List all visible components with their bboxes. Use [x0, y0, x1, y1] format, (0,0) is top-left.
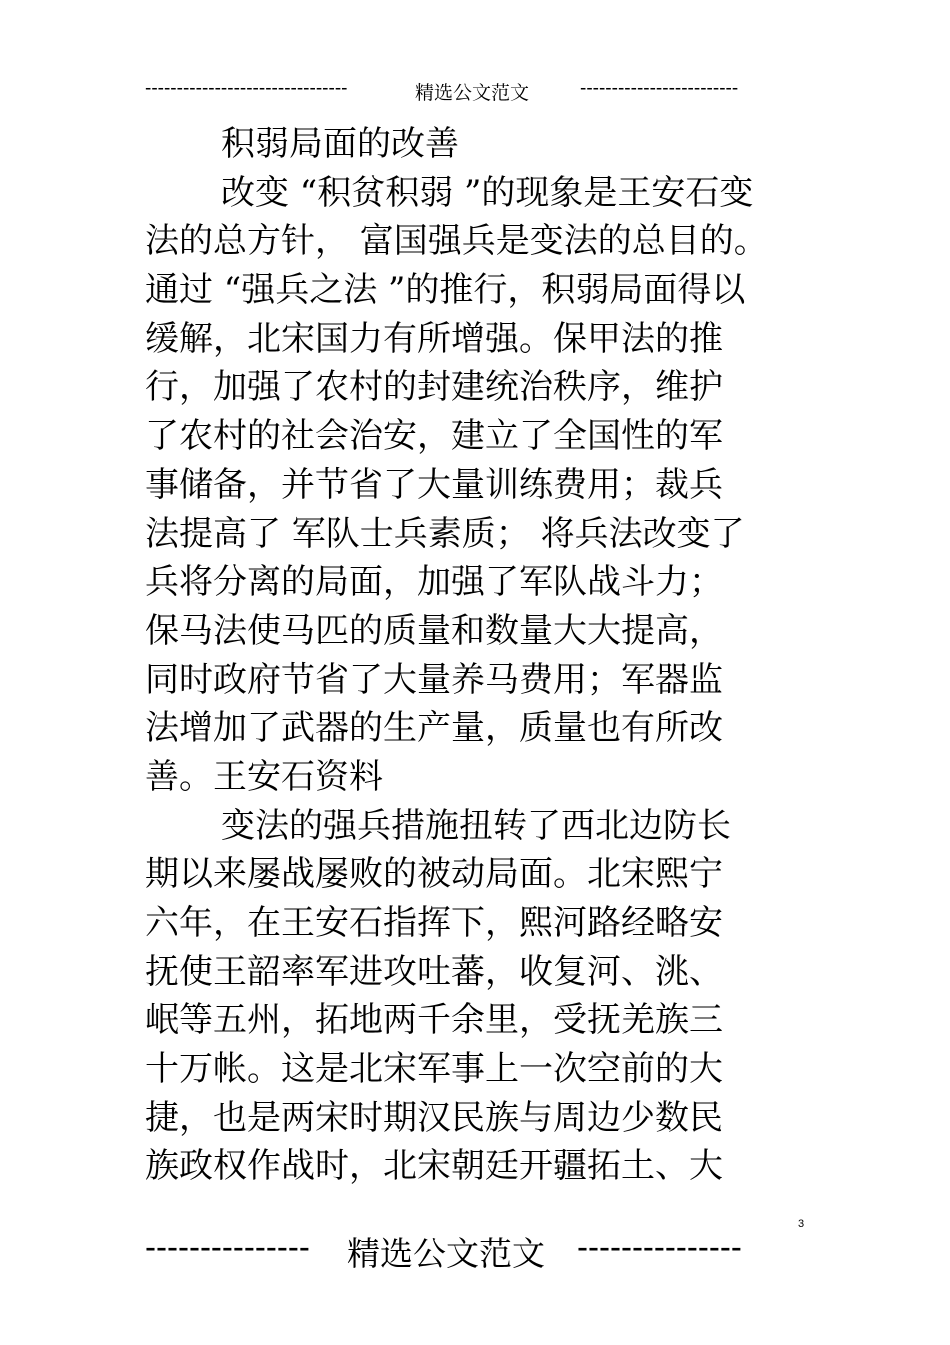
footer-dashes-left: --------------- [145, 1228, 310, 1265]
header-dashes-right: ------------------------- [580, 78, 739, 99]
paragraph-line: 族政权作战时，北宋朝廷开疆拓土、大 [145, 1146, 723, 1187]
paragraph-line: 法增加了武器的生产量，质量也有所改 [145, 708, 723, 749]
paragraph-line: 十万帐。这是北宋军事上一次空前的大 [145, 1049, 723, 1090]
paragraph-line: 捷，也是两宋时期汉民族与周边少数民 [145, 1097, 723, 1138]
document-body [145, 120, 805, 1191]
paragraph-line: 法提高了 军队士兵素质； 将兵法改变了 [145, 513, 745, 554]
paragraph-line: 抚使王韶率军进攻吐蕃，收复河、洮、 [145, 951, 723, 992]
paragraph-line: 兵将分离的局面，加强了军队战斗力； [145, 562, 723, 603]
paragraph-line: 事储备，并节省了大量训练费用；裁兵 [145, 464, 723, 505]
header-dashes-left: -------------------------------- [145, 78, 348, 99]
paragraph-line: 缓解，北宋国力有所增强。保甲法的推 [145, 318, 723, 359]
paragraph-line: 保马法使马匹的质量和数量大大提高， [145, 610, 723, 651]
paragraph-line: 行，加强了农村的封建统治秩序，维护 [145, 367, 723, 408]
paragraph-line: 善。王安石资料 [145, 756, 383, 797]
paragraph-line: 同时政府节省了大量养马费用；军器监 [145, 659, 723, 700]
paragraph-line: 法的总方针， 富国强兵是变法的总目的。 [145, 221, 768, 262]
section-heading: 积弱局面的改善 [221, 124, 459, 164]
page-number: 3 [798, 1218, 805, 1230]
paragraph-line: 六年，在王安石指挥下，熙河路经略安 [145, 903, 723, 943]
paragraph-line: 通过 “强兵之法 ”的推行，积弱局面得以 [145, 270, 746, 311]
paragraph-line: 了农村的社会治安，建立了全国性的军 [145, 416, 723, 457]
footer-dashes-right: --------------- [577, 1228, 742, 1265]
page-header [145, 78, 775, 104]
paragraph-line: 岷等五州，拓地两千余里，受抚羌族三 [145, 1000, 723, 1041]
paragraph-line: 变法的强兵措施扭转了西北边防长 [221, 805, 731, 846]
header-title: 精选公文范文 [415, 83, 530, 104]
footer-title: 精选公文范文 [347, 1234, 545, 1273]
page-footer [145, 1228, 785, 1273]
paragraph-line: 改变 “积贫积弱 ”的现象是王安石变 [221, 172, 754, 213]
paragraph-line: 期以来屡战屡败的被动局面。北宋熙宁 [145, 854, 723, 895]
